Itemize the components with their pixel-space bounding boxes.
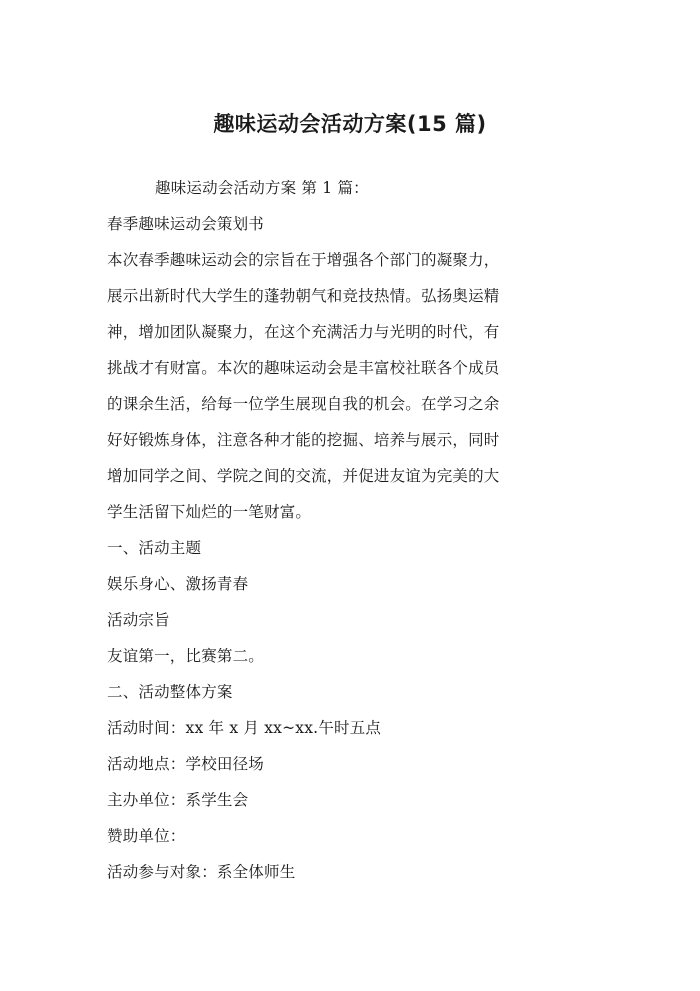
activity-time: 活动时间：xx 年 x 月 xx~xx.午时五点 [107,719,382,737]
activity-organizer: 主办单位：系学生会 [107,791,249,809]
intro-line: 挑战才有财富。本次的趣味运动会是丰富校社联各个成员 [107,359,500,377]
activity-sponsor: 赞助单位： [107,827,186,845]
theme-text: 娱乐身心、激扬青春 [107,575,249,593]
purpose-text: 友谊第一，比赛第二。 [107,647,265,665]
activity-place: 活动地点：学校田径场 [107,755,265,773]
intro-line: 学生活留下灿烂的一笔财富。 [107,503,312,521]
intro-line: 展示出新时代大学生的蓬勃朝气和竞技热情。弘扬奥运精 [107,287,500,305]
purpose-label: 活动宗旨 [107,611,170,629]
activity-participants: 活动参与对象：系全体师生 [107,863,296,881]
intro-line: 好好锻炼身体，注意各种才能的挖掘、培养与展示，同时 [107,431,500,449]
document-title: 趣味运动会活动方案(15 篇) [213,112,487,136]
chapter-heading: 趣味运动会活动方案 第 1 篇： [155,179,369,197]
intro-line: 神，增加团队凝聚力，在这个充满活力与光明的时代，有 [107,323,500,341]
intro-paragraph [107,242,593,530]
document-body [107,170,593,890]
section-heading-theme: 一、活动主题 [107,539,202,557]
intro-line: 增加同学之间、学院之间的交流，并促进友谊为完美的大 [107,467,500,485]
intro-line: 的课余生活，给每一位学生展现自我的机会。在学习之余 [107,395,500,413]
intro-line: 本次春季趣味运动会的宗旨在于增强各个部门的凝聚力， [107,251,500,269]
section-heading-plan: 二、活动整体方案 [107,683,233,701]
document-subtitle: 春季趣味运动会策划书 [107,215,265,233]
